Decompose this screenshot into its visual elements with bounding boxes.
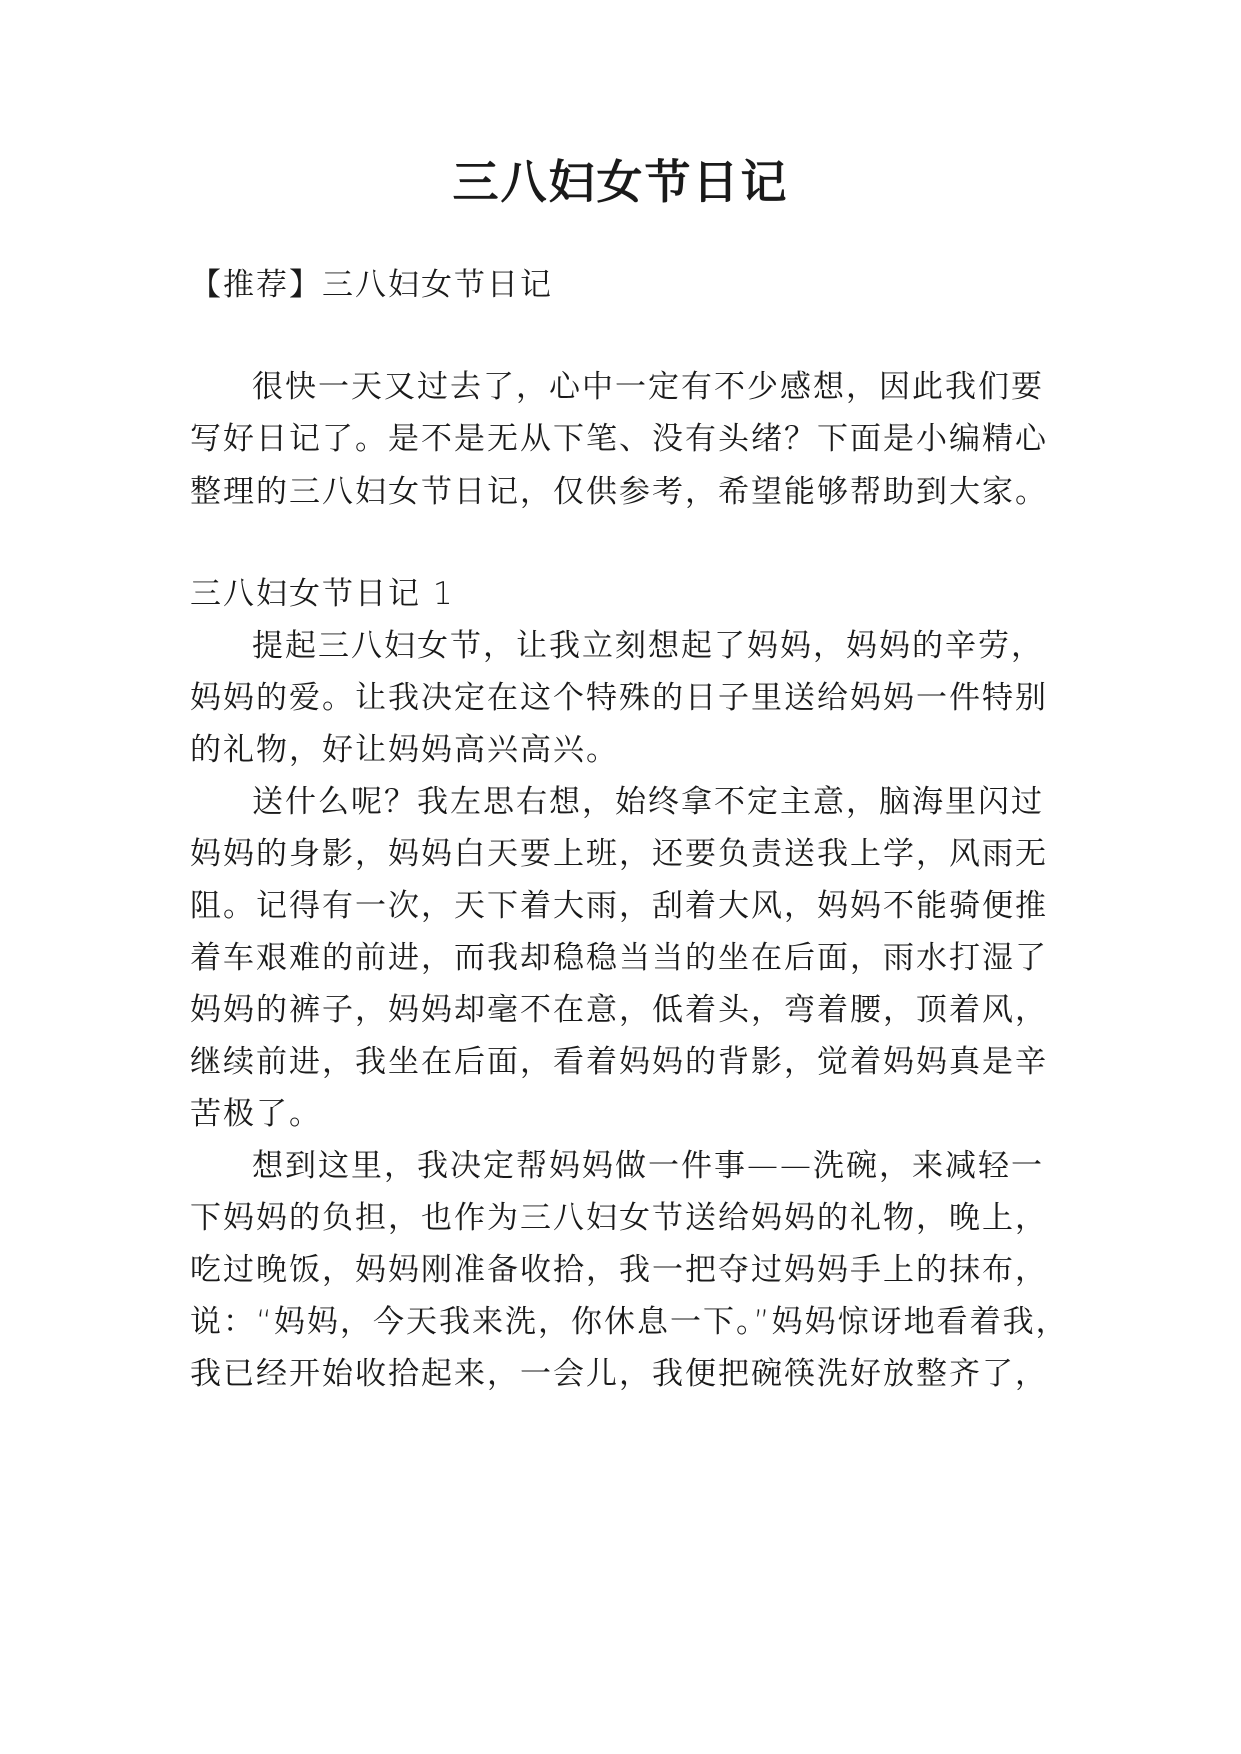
document-title: 三八妇女节日记 [452,155,789,209]
paragraph-line: 苦极了。 [190,1096,322,1132]
paragraph-line: 妈妈的身影，妈妈白天要上班，还要负责送我上学，风雨无 [190,836,1048,872]
document-subtitle: 【推荐】三八妇女节日记 [190,267,553,303]
paragraph-line: 说：“妈妈，今天我来洗，你休息一下。”妈妈惊讶地看着我， [190,1304,1069,1340]
paragraph-line: 送什么呢？我左思右想，始终拿不定主意，脑海里闪过 [252,784,1044,820]
intro-line: 写好日记了。是不是无从下笔、没有头绪？下面是小编精心 [190,421,1048,457]
paragraph-line: 阻。记得有一次，天下着大雨，刮着大风，妈妈不能骑便推 [190,888,1048,924]
paragraph-line: 想到这里，我决定帮妈妈做一件事——洗碗，来减轻一 [252,1148,1044,1184]
paragraph-line: 提起三八妇女节，让我立刻想起了妈妈，妈妈的辛劳， [252,628,1044,664]
section-heading: 三八妇女节日记 1 [190,576,455,612]
paragraph-line: 的礼物，好让妈妈高兴高兴。 [190,732,619,768]
intro-line: 很快一天又过去了，心中一定有不少感想，因此我们要 [252,369,1044,405]
intro-line: 整理的三八妇女节日记，仅供参考，希望能够帮助到大家。 [190,474,1048,510]
paragraph-line: 妈妈的裤子，妈妈却毫不在意，低着头，弯着腰，顶着风， [190,992,1048,1028]
paragraph-line: 妈妈的爱。让我决定在这个特殊的日子里送给妈妈一件特别 [190,680,1048,716]
paragraph-line: 我已经开始收拾起来，一会儿，我便把碗筷洗好放整齐了， [190,1356,1048,1392]
paragraph-line: 吃过晚饭，妈妈刚准备收拾，我一把夺过妈妈手上的抹布， [190,1252,1048,1288]
paragraph-line: 继续前进，我坐在后面，看着妈妈的背影，觉着妈妈真是辛 [190,1044,1048,1080]
paragraph-line: 下妈妈的负担，也作为三八妇女节送给妈妈的礼物，晚上， [190,1200,1048,1236]
paragraph-line: 着车艰难的前进，而我却稳稳当当的坐在后面，雨水打湿了 [190,940,1048,976]
